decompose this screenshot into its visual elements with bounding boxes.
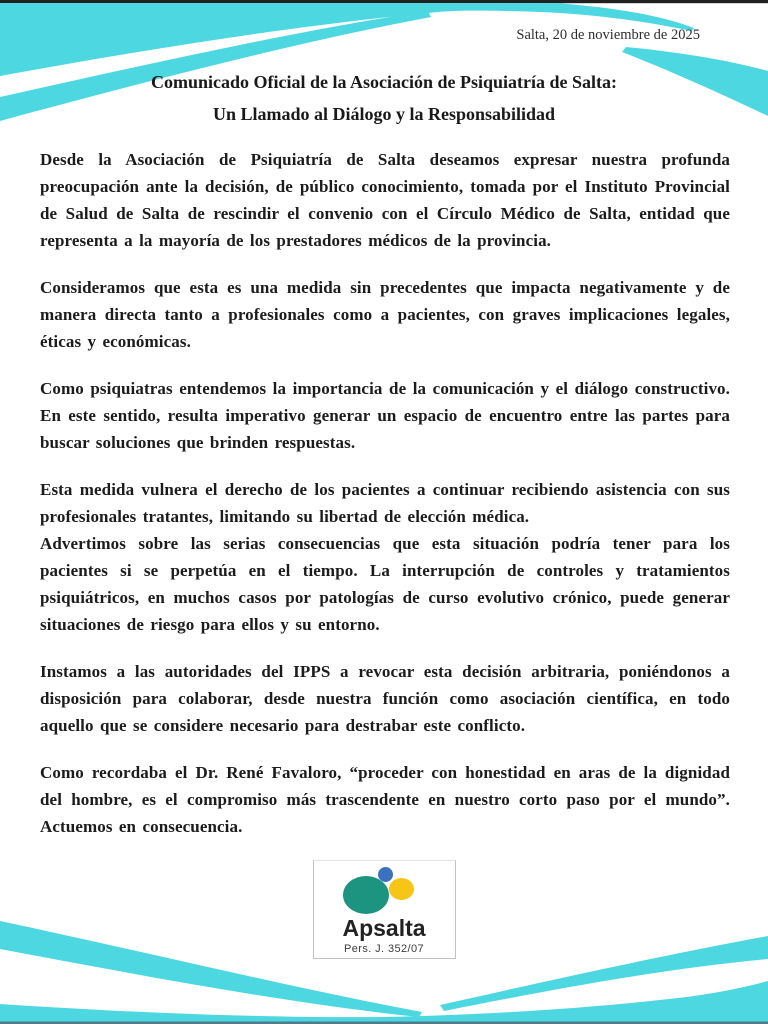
body-paragraph: Instamos a las autoridades del IPPS a revocar esta decisión arbitraria, poniéndonos a disposición para colaborar, desde nuestra función como asociación científica, en todo aquello que se considere necesario para destrabar este conflicto. [40, 662, 730, 735]
logo-registration: Pers. J. 352/07 [344, 943, 424, 955]
body-paragraphs [0, 146, 768, 840]
body-paragraph: Advertimos sobre las serias consecuencias que esta situación podría tener para los pacientes si se perpetúa en el tiempo. La interrupción de controles y tratamientos psiquiátricos, en muchos casos por patologías de curso evolutivo crónico, puede generar situaciones de riesgo para ellos y su entorno. [40, 534, 730, 634]
logo-name: Apsalta [342, 915, 426, 941]
document-title [0, 66, 768, 130]
document-title-line1: Comunicado Oficial de la Asociación de Psiquiatría de Salta: [150, 72, 617, 92]
bottom-wave-base [0, 981, 768, 1024]
body-paragraph: Consideramos que esta es una medida sin precedentes que impacta negativamente y de manera directa tanto a profesionales como a pacientes, con graves implicaciones legales, éticas y económicas. [40, 278, 730, 351]
body-paragraph: Como psiquiatras entendemos la importancia de la comunicación y el diálogo constructivo. En este sentido, resulta imperativo generar un espacio de encuentro entre las partes para buscar soluciones que brinden respuestas. [40, 379, 730, 452]
logo-dot-yellow-icon [389, 878, 414, 900]
apsalta-logo [313, 860, 456, 959]
logo-dot-teal-icon [343, 876, 389, 914]
document-title-line2: Un Llamado al Diálogo y la Responsabilidad [212, 104, 556, 124]
document-date: Salta, 20 de noviembre de 2025 [516, 27, 700, 43]
body-paragraph: Esta medida vulnera el derecho de los pacientes a continuar recibiendo asistencia con sus profesionales tratantes, limitando su libertad de elección médica. [40, 480, 730, 526]
body-paragraph: Desde la Asociación de Psiquiatría de Salta deseamos expresar nuestra profunda preocupación ante la decisión, de público conocimiento, tomada por el Instituto Provincial de Salud de Salta de rescindir el convenio con el Círculo Médico de Salta, entidad que representa a la mayoría de los prestadores médicos de la provincia. [40, 150, 730, 250]
body-paragraph: Como recordaba el Dr. René Favaloro, “proceder con honestidad en aras de la dignidad del hombre, es el compromiso más trascendente en nuestro corto paso por el mundo”. Actuemos en consecuencia. [40, 763, 730, 836]
